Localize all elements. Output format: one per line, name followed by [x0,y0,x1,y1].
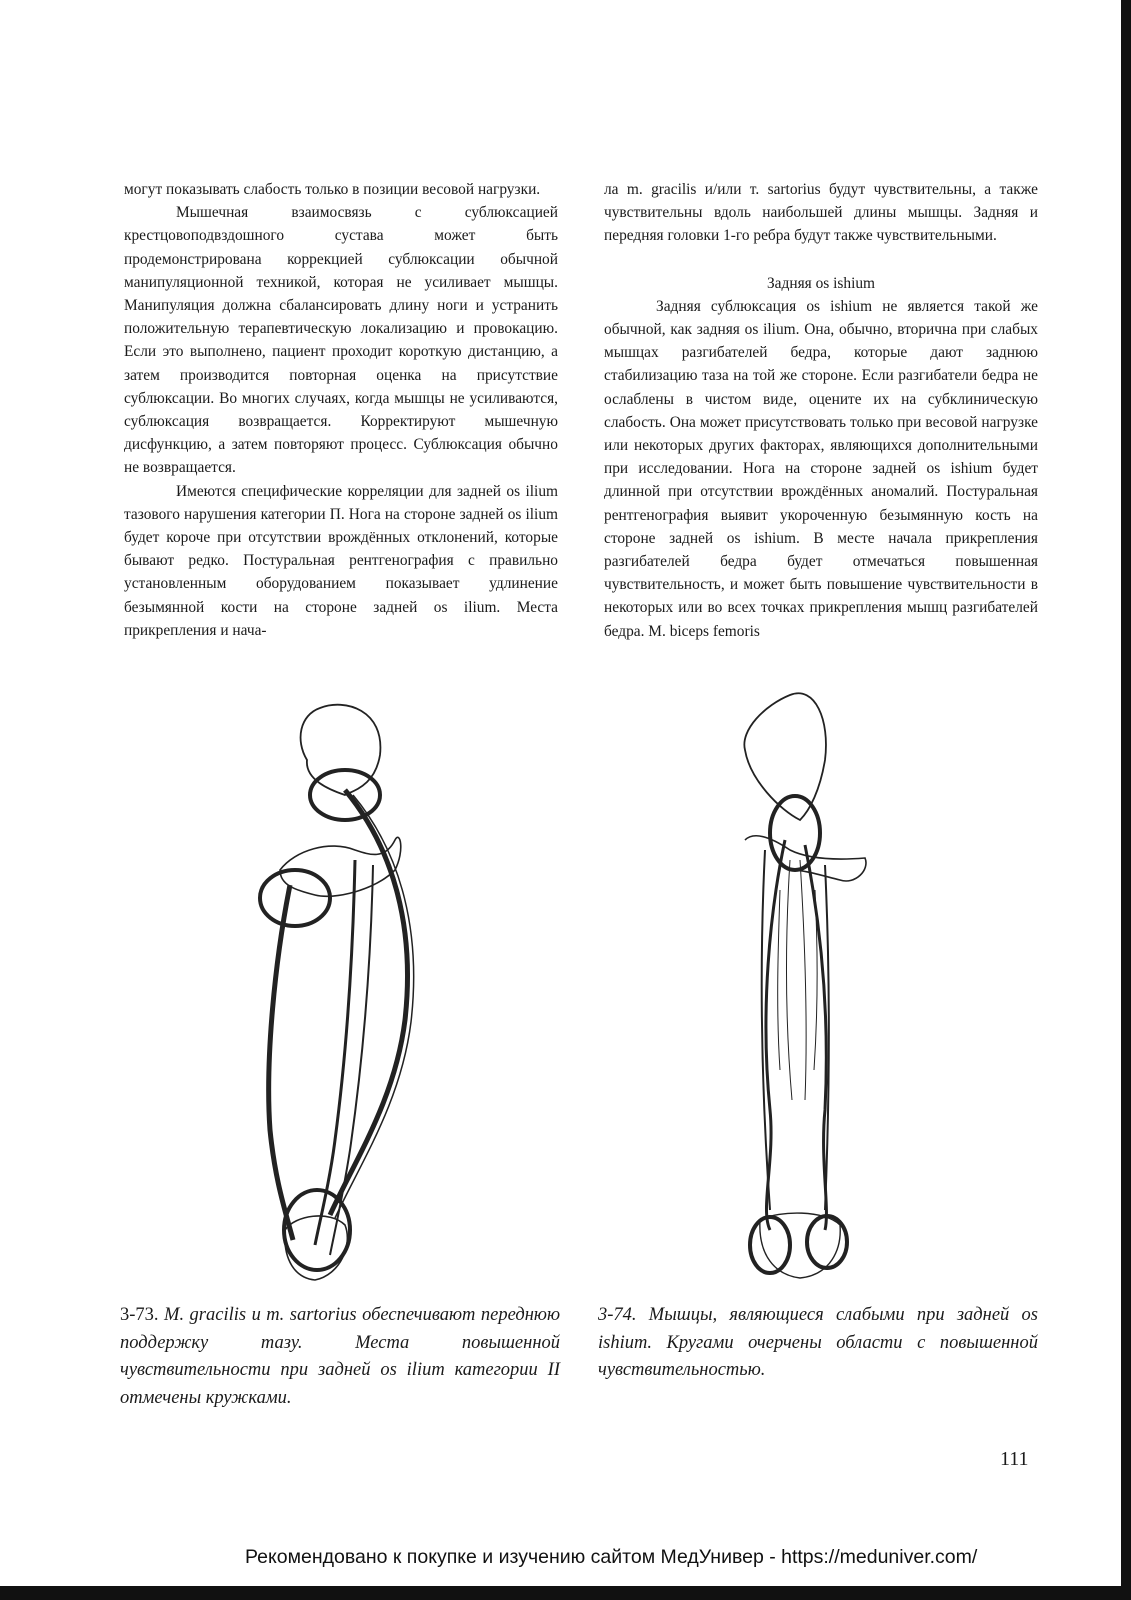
left-text-column [124,178,558,642]
figure-3-73-number: 3-73. [120,1305,159,1325]
footer-recommendation: Рекомендовано к покупке и изучению сайтом МедУнивер - https://meduniver.com/ [245,1546,978,1568]
figure-3-74-illustration [730,690,880,1310]
page-border-bottom [0,1586,1131,1600]
left-paragraph-3: Имеются специфические корреляции для задней os ilium тазового нарушения категории П. Нога на стороне задней os ilium будет короче при отсутствии врождённых отклонений, которые бывают редко. Постуральная рентгенография с правильно установленным оборудованием показывает удлинение безымянной кости на стороне задней os ilium. Места прикрепления и нача- [124,482,558,639]
page-border-right [1121,0,1131,1600]
figure-3-74-caption [598,1302,1038,1385]
left-paragraph-1: могут показывать слабость только в позиции весовой нагрузки. [124,181,541,198]
left-paragraph-2: Мышечная взаимосвязь с сублюксацией крестцовоподвздошного сустава может быть продемонстрирована коррекцией сублюксации обычной манипуляционной техникой, которая не усиливает мышцы. Манипуляция должна сбалансировать длину ноги и устранить положительную терапевтическую локализацию и провокацию. Если это выполнено, пациент проходит короткую дистанцию, а затем производится повторная оценка на присутствие сублюксации. Во многих случаях, когда мышцы не усиливаются, сублюксация возвращается. Корректируют мышечную дисфункцию, а затем повторяют процесс. Сублюксация обычно не возвращается. [124,204,558,477]
figure-3-74-number: 3-74. [598,1305,637,1325]
figure-3-74-caption-text: Мышцы, являющиеся слабыми при задней os ishium. Кругами очерчены области с повышенной чувствительностью. [598,1305,1038,1380]
right-paragraph-2: Задняя сублюксация os ishium не является такой же обычной, как задняя os ilium. Она, обычно, вторична при слабых мышцах разгибателей бедра, которые дают заднюю стабилизацию таза на той же стороне. Если разгибатели бедра не ослаблены в чистом виде, оцените их на субклиническую слабость. Она может присутствовать только при весовой нагрузке или некоторых других факторах, являющихся дополнительными при исследовании. Нога на стороне задней os ishium будет длинной при отсутствии врождённых аномалий. Постуральная рентгенография выявит укороченную безымянную кость на стороне задней os ishium. В месте начала прикрепления разгибателей бедра будет отмечаться повышенная чувствительность, и может быть повышение чувствительности в некоторых или во всех точках прикрепления мышц разгибателей бедра. M. biceps femoris [604,297,1038,640]
figure-3-73-illustration [235,700,435,1300]
right-paragraph-1: ла m. gracilis и/или т. sartorius будут чувствительны, а также чувствительны вдоль наибольшей длины мышцы. Задняя и передняя головки 1-го ребра будут также чувствительными. [604,181,1038,245]
right-text-column [604,178,1038,643]
page-number: 111 [1000,1448,1029,1470]
section-heading: Задняя os ishium [766,274,876,292]
figure-3-73-caption-text: M. gracilis и m. sartorius обеспечивают переднюю поддержку тазу. Места повышенной чувствительности при задней os ilium категории II отмечены кружками. [120,1305,560,1408]
figure-3-73-caption [120,1302,560,1412]
